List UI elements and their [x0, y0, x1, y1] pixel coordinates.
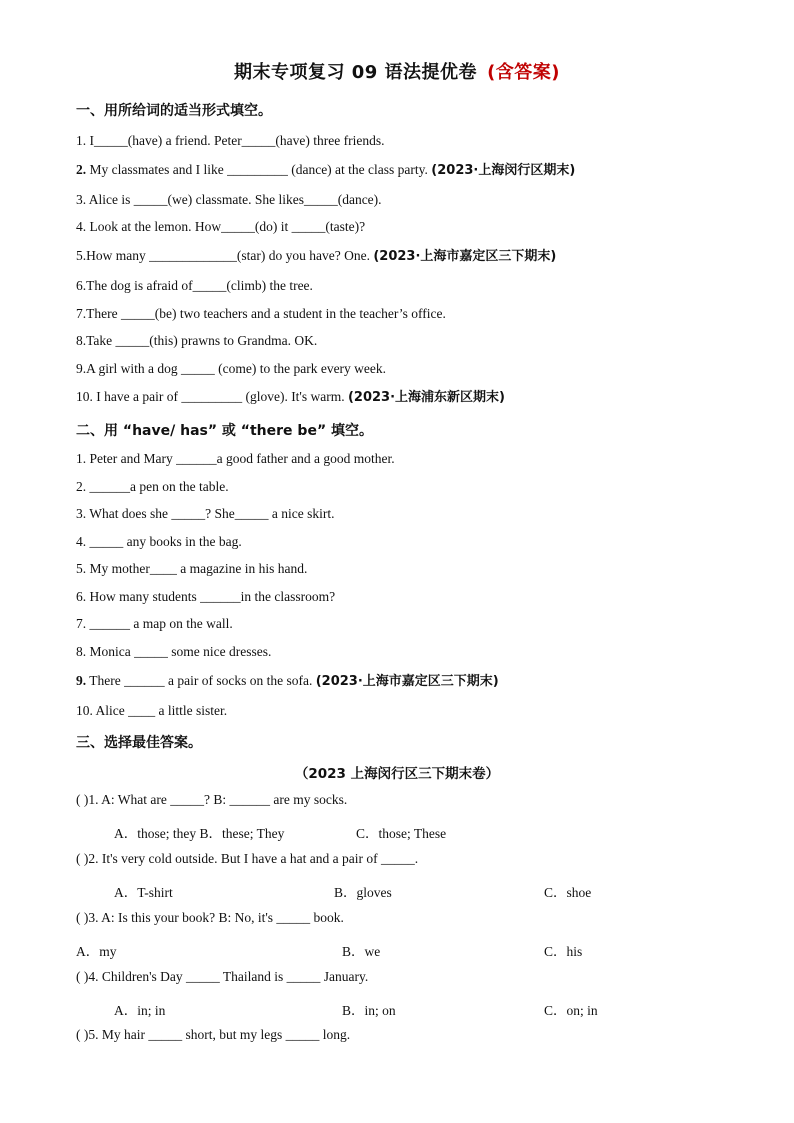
s3-q4-option-b: B．in; on — [342, 1003, 396, 1018]
s1-item-1: 1. I_____(have) a friend. Peter_____(have) three friends. — [76, 133, 385, 148]
s3-question-2: ( )2. It's very cold outside. But I have a hat and a pair of _____. — [76, 851, 419, 866]
s3-question-5: ( )5. My hair _____ short, but my legs _____ long. — [76, 1027, 351, 1042]
s3-q2-option-c: C．shoe — [544, 885, 592, 900]
s3-q2-option-b: B．gloves — [334, 885, 392, 900]
s3-q1-option-ab: A．those; they B．these; They — [114, 826, 285, 841]
s3-q3-option-c: C．his — [544, 944, 583, 959]
s2-item-8: 8. Monica _____ some nice dresses. — [76, 644, 272, 659]
s2-item-1: 1. Peter and Mary ______a good father and a good mother. — [76, 451, 395, 466]
s3-q2-option-a: A．T-shirt — [114, 885, 173, 900]
s1-item-4: 4. Look at the lemon. How_____(do) it _____(taste)? — [76, 219, 366, 234]
title-main: 期末专项复习 09 语法提优卷 — [233, 62, 478, 83]
s2-item-4: 4. _____ any books in the bag. — [76, 534, 242, 549]
section-1-heading: 一、用所给词的适当形式填空。 — [76, 103, 272, 119]
s2-item-6: 6. How many students ______in the classroom? — [76, 589, 336, 604]
s3-q3-option-a: A．my — [76, 944, 117, 959]
source-note: (2023·上海闵行区期末) — [431, 163, 576, 178]
s1-item-3: 3. Alice is _____(we) classmate. She likes_____(dance). — [76, 192, 382, 207]
s2-item-2: 2. ______a pen on the table. — [76, 479, 229, 494]
s1-item-2: 2. My classmates and I like _________ (dance) at the class party. (2023·上海闵行区期末) — [76, 162, 576, 178]
s2-item-9: 9. There ______ a pair of socks on the sofa. (2023·上海市嘉定区三下期末) — [76, 673, 499, 689]
source-note: (2023·上海市嘉定区三下期末) — [315, 674, 499, 689]
s2-item-7: 7. ______ a map on the wall. — [76, 616, 233, 631]
page-title — [0, 58, 794, 84]
s2-item-10: 10. Alice ____ a little sister. — [76, 703, 228, 718]
s3-q1-option-c: C．those; These — [356, 826, 447, 841]
s2-item-5: 5. My mother____ a magazine in his hand. — [76, 561, 308, 576]
s3-q4-option-a: A．in; in — [114, 1003, 166, 1018]
section-3-heading: 三、选择最佳答案。 — [76, 735, 202, 751]
s1-item-8: 8.Take _____(this) prawns to Grandma. OK. — [76, 333, 318, 348]
s3-question-3: ( )3. A: Is this your book? B: No, it's _____ book. — [76, 910, 344, 925]
s2-item-3: 3. What does she _____? She_____ a nice skirt. — [76, 506, 335, 521]
s3-question-4: ( )4. Children's Day _____ Thailand is _____ January. — [76, 969, 369, 984]
source-note: (2023·上海市嘉定区三下期末) — [373, 249, 557, 264]
s3-question-1: ( )1. A: What are _____? B: ______ are my socks. — [76, 792, 348, 807]
s1-item-10: 10. I have a pair of _________ (glove). It's warm. (2023·上海浦东新区期末) — [76, 389, 505, 405]
s1-item-5: 5.How many _____________(star) do you have? One. (2023·上海市嘉定区三下期末) — [76, 248, 557, 264]
title-answer-note: (含答案) — [487, 62, 561, 83]
source-note: (2023·上海浦东新区期末) — [347, 390, 505, 405]
section-3-source: （2023 上海闵行区三下期末卷） — [294, 766, 500, 782]
s3-q4-option-c: C．on; in — [544, 1003, 598, 1018]
s3-q3-option-b: B．we — [342, 944, 381, 959]
section-2-heading: 二、用 “have/ has” 或 “there be” 填空。 — [76, 423, 374, 439]
s1-item-9: 9.A girl with a dog _____ (come) to the park every week. — [76, 361, 387, 376]
s1-item-7: 7.There _____(be) two teachers and a student in the teacher’s office. — [76, 306, 446, 321]
s1-item-6: 6.The dog is afraid of_____(climb) the tree. — [76, 278, 313, 293]
